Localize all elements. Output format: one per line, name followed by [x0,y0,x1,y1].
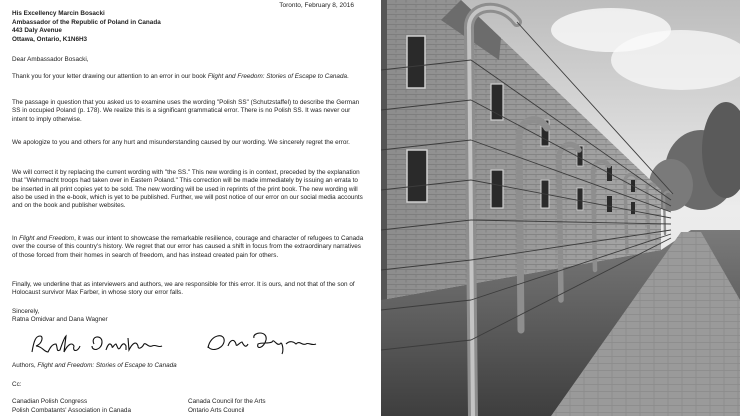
barbed-wire-fence-photo [381,0,740,416]
paragraph-correction: We will correct it by replacing the current wording with "the SS." This new wording is in context, preceded by the explanation that "Wehrmacht troops had taken over in Eastern Poland." This correction will be made immediately by issuing an errata to be inserted in all print copies yet to be sold. The new wording will be used in reprints of the print book. The new wording will also be used in the e-book, which is yet to be published. Further, we will post notice of our error on our social media accounts and on the book and publisher websites. [12,169,363,210]
paragraph-apology: We apologize to you and others for any hurt and misunderstanding caused by our wording. We sincerely regret the error. [12,139,350,146]
cc-left-2: Polish Combatants' Association in Canada [12,406,131,414]
paragraph-passage: The passage in question that you asked us to examine uses the wording "Polish SS" (Schutzstaffel) to describe the German SS in occupied Poland (p. 178). We realize this is a significant grammatical error. There is no Polish SS. It was never our intent to imply otherwise. [12,99,360,123]
camp-barracks-photo [381,0,740,416]
recipient-name: His Excellency Marcin Bosacki [12,10,105,17]
paragraph-responsibility: Finally, we underline that as interviewers and authors, we are responsible for this error. It is ours, and not that of the son of Holocaust survivor Max Farber, in whose story our error falls. [12,281,355,297]
recipient-city: Ottawa, Ontario, K1N6H3 [12,35,88,43]
authors-book-title: Flight and Freedom: Stories of Escape to Canada [37,362,177,369]
salutation: Dear Ambassador Bosacki, [12,56,89,63]
authors-prefix: Authors, [12,362,38,369]
p5-start: In [12,235,20,242]
recipient-title: Ambassador of the Republic of Poland in Canada [12,18,161,26]
p5-book-title: Flight and Freedom [19,235,75,242]
cc-right-1: Canada Council for the Arts [188,398,266,405]
p1-end: . [347,73,349,80]
recipient-street: 443 Daly Avenue [12,27,62,34]
closing: Sincerely, [12,308,40,315]
paragraph-intro [12,73,364,81]
signature-left [28,330,168,358]
letter-date: Toronto, February 8, 2016 [279,2,354,9]
p5-text: , it was our intent to showcase the remarkable resilience, courage and character of refugees to Canada over the course of this country's history. We regret that our error has caused a shift in focus from the extraordinary narratives of those forced from their homes in search of freedom, and has instead created pain for others. [12,235,364,259]
cc-label: Cc: [12,381,22,388]
cc-left-1: Canadian Polish Congress [12,398,88,405]
authors-line [12,362,177,370]
cc-right-2: Ontario Arts Council [188,406,245,414]
paragraph-intent [12,235,364,260]
p1-book-title: Flight and Freedom: Stories of Escape to Canada [207,73,348,80]
p1-text: Thank you for your letter drawing our attention to an error in our book [12,73,208,80]
signature-right [202,328,332,356]
signatories: Ratna Omidvar and Dana Wagner [12,316,108,323]
